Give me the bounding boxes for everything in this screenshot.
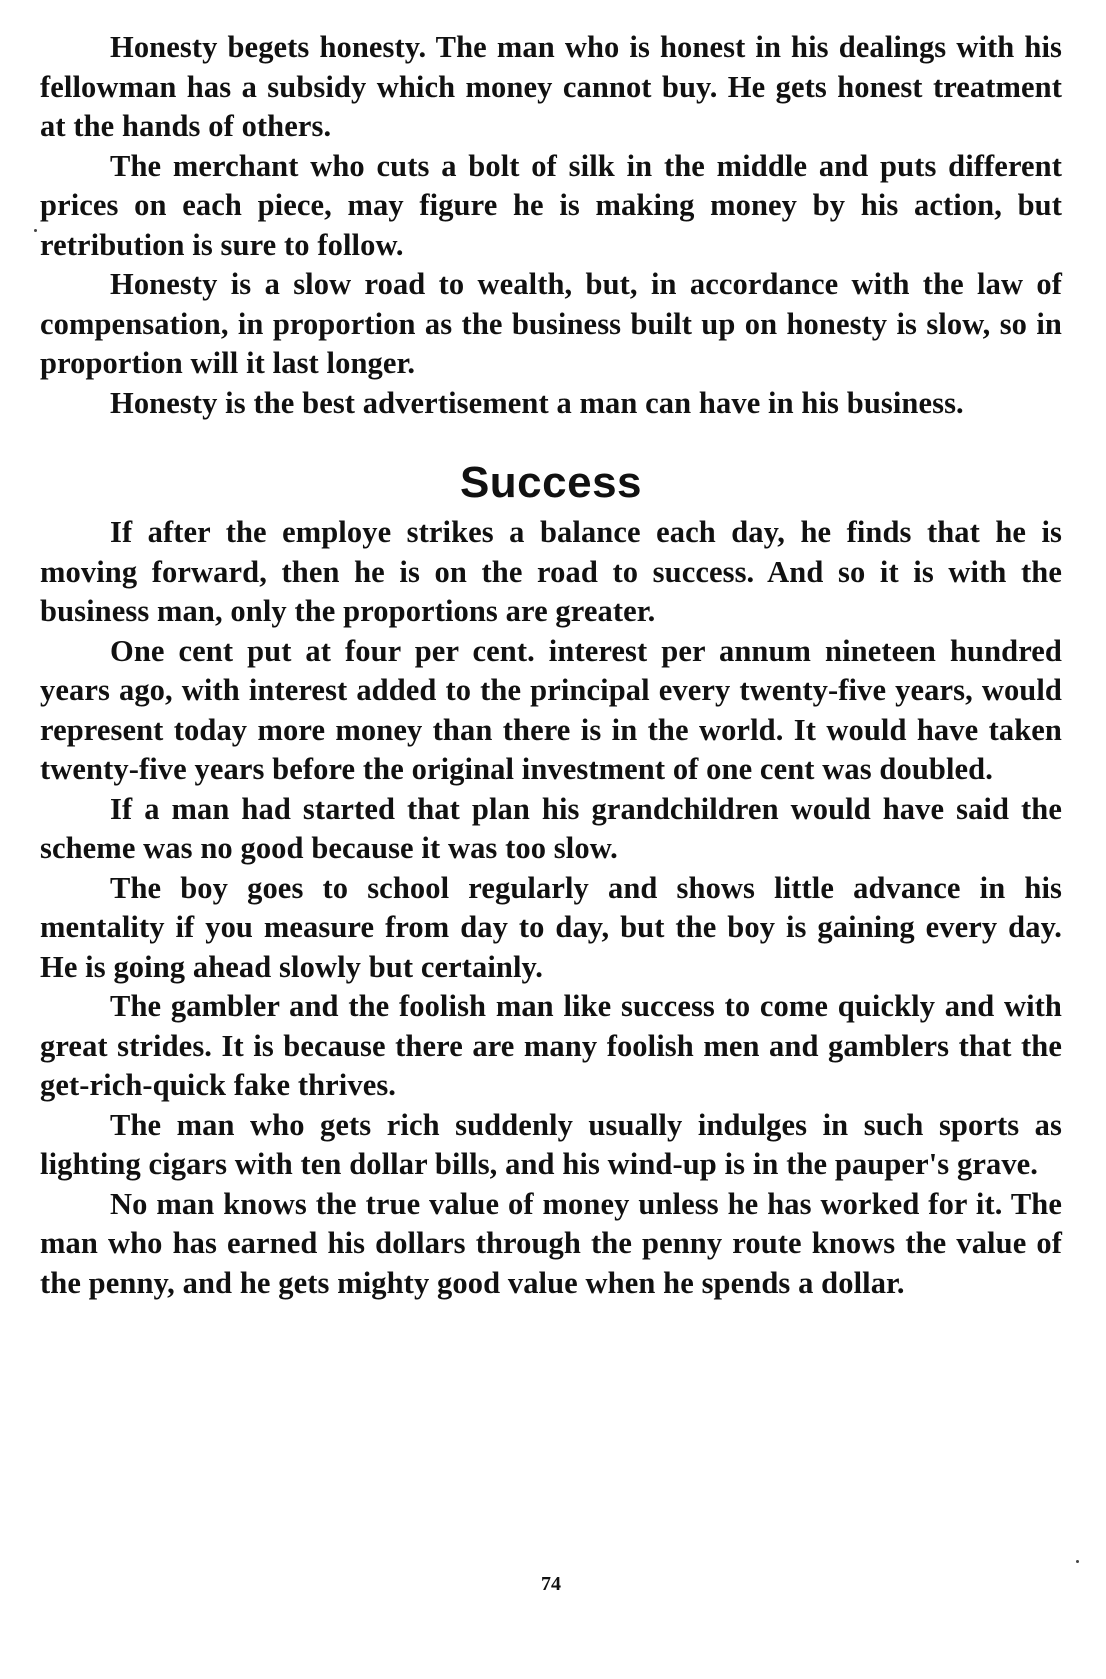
- paragraph-boy-school: The boy goes to school regularly and shows little advance in his mentality if you measure from day to day, but the boy is gaining every day. He is going ahead slowly but certainly.: [40, 870, 1062, 984]
- paragraph-value-of-money: No man knows the true value of money unless he has worked for it. The man who has earned his dollars through the penny route knows the value of the penny, and he gets mighty good value when he spends a dollar.: [40, 1186, 1062, 1300]
- paragraph-gambler: The gambler and the foolish man like success to come quickly and with great strides. It is because there are many foolish men and gamblers that the get-rich-quick fake thrives.: [40, 989, 1062, 1102]
- paragraph-honesty-advertisement: Honesty is the best advertisement a man can have in his business.: [110, 385, 964, 420]
- paragraph-merchant-silk: The merchant who cuts a bolt of silk in the middle and puts different prices on each piece, may figure he is making money by his action, but retribution is sure to follow.: [40, 148, 1062, 262]
- paragraph-rich-suddenly: The man who gets rich suddenly usually indulges in such sports as lighting cigars with ten dollar bills, and his wind-up is in the pauper's grave.: [40, 1107, 1062, 1181]
- book-page: [40, 28, 1062, 1668]
- page-number: 74: [541, 1573, 561, 1595]
- paragraph-grandchildren: If a man had started that plan his grandchildren would have said the scheme was no good because it was too slow.: [40, 791, 1062, 865]
- print-speck: [1076, 1560, 1079, 1563]
- print-speck: [34, 229, 37, 232]
- section-title-success: Success: [459, 458, 643, 507]
- paragraph-honesty-slow-road: Honesty is a slow road to wealth, but, in accordance with the law of compensation, in proportion as the business built up on honesty is slow, so in proportion will it last longer.: [40, 267, 1062, 380]
- paragraph-honesty-begets: Honesty begets honesty. The man who is honest in his dealings with his fellowman has a subsidy which money cannot buy. He gets honest treatment at the hands of others.: [40, 30, 1062, 143]
- paragraph-one-cent-interest: One cent put at four per cent. interest per annum nineteen hundred years ago, with interest added to the principal every twenty-five years, would represent today more money than there is in the world. It would have taken twenty-five years before the original investment of one cent was doubled.: [40, 633, 1062, 786]
- paragraph-employe-balance: If after the employe strikes a balance each day, he finds that he is moving forward, then he is on the road to success. And so it is with the business man, only the proportions are greater.: [40, 515, 1062, 628]
